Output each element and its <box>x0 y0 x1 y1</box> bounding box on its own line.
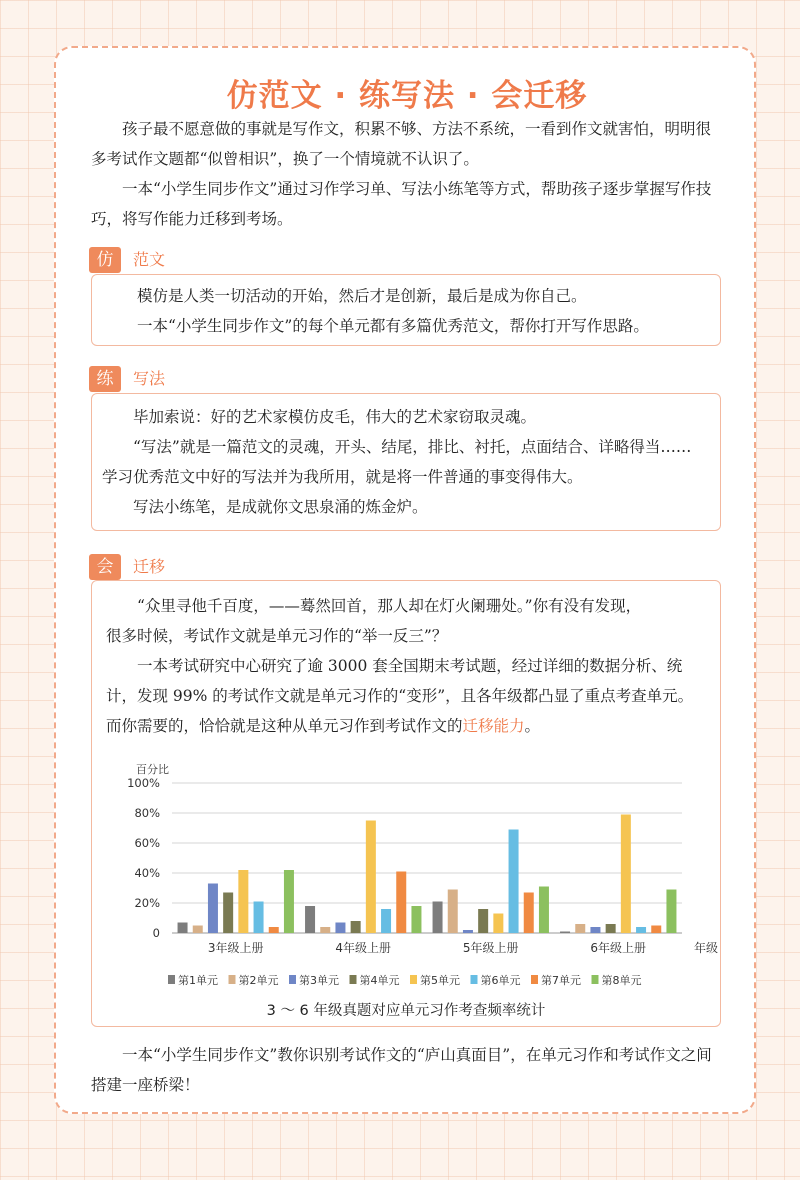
legend-swatch <box>229 975 236 984</box>
hui-line-5 <box>106 711 720 741</box>
lian-line-3: 学习优秀范文中好的写法并为我所用，就是将一件普通的事变得伟大。 <box>102 468 583 486</box>
chart-bar <box>539 887 549 934</box>
intro-paragraph-1: 孩子最不愿意做的事就是写作文，积累不够、方法不系统，一看到作文就害怕，明明很多考试作文题都“似曾相识”，换了一个情境就不认识了。 <box>91 120 712 168</box>
chart-bar <box>238 870 248 933</box>
chart-title: 3 ～ 6 年级真题对应单元习作考查频率统计 <box>266 1003 546 1019</box>
hui-line-1: “众里寻他千百度，——蓦然回首，那人却在灯火阑珊处。”你有没有发现， <box>137 597 642 615</box>
legend-swatch <box>592 975 599 984</box>
chart-bar <box>606 924 616 933</box>
chart-bar <box>254 902 264 934</box>
legend-swatch <box>410 975 417 984</box>
legend-label: 第2单元 <box>238 974 279 987</box>
chart-bar <box>666 890 676 934</box>
chart-bar <box>590 927 600 933</box>
section-badge-lian: 练 <box>89 366 121 392</box>
chart-bar <box>463 930 473 933</box>
chart-bar <box>351 921 361 933</box>
legend-swatch <box>471 975 478 984</box>
y-tick-label: 60% <box>134 836 160 850</box>
y-tick-label: 40% <box>134 866 160 880</box>
chart-bar <box>651 926 661 934</box>
y-tick-label: 20% <box>134 896 160 910</box>
section-badge-hui: 会 <box>89 554 121 580</box>
chart-bar <box>411 906 421 933</box>
legend-swatch <box>168 975 175 984</box>
chart-bar <box>560 932 570 934</box>
hui-line-3: 一本考试研究中心研究了逾 3000 套全国期末考试题，经过详细的数据分析、统 <box>137 657 683 675</box>
legend-label: 第1单元 <box>178 974 218 987</box>
chart-bar <box>269 927 279 933</box>
legend-swatch <box>289 975 296 984</box>
chart-bar <box>575 924 585 933</box>
chart-bar <box>509 830 519 934</box>
x-tick-label: 5年级上册 <box>462 941 519 955</box>
highlight-transfer-ability: 迁移能力 <box>462 717 525 735</box>
section-title-fan: 范文 <box>133 250 166 269</box>
legend-label: 第8单元 <box>601 974 642 987</box>
y-tick-label: 100% <box>127 776 160 790</box>
hui-line-5-text: 而你需要的，恰恰就是这种从单元习作到考试作文的 <box>106 717 463 735</box>
legend-label: 第5单元 <box>420 974 460 987</box>
chart-bar <box>381 909 391 933</box>
lian-line-4: 写法小练笔，是成就你文思泉涌的炼金炉。 <box>133 498 428 516</box>
lian-line-2: “写法”就是一篇范文的灵魂，开头、结尾，排比、衬托，点面结合、详略得当…… <box>133 438 692 456</box>
chart-bar <box>208 884 218 934</box>
content-card <box>54 46 756 1114</box>
hui-line-5-end: 。 <box>524 717 541 735</box>
bar-chart <box>92 748 720 1026</box>
legend-label: 第7单元 <box>541 974 581 987</box>
legend-swatch <box>350 975 357 984</box>
chart-bar <box>493 914 503 934</box>
chart-bar <box>223 893 233 934</box>
hui-line-4: 计，发现 99% 的考试作文就是单元习作的“变形”，且各年级都凸显了重点考查单元。 <box>106 687 694 705</box>
hui-line-2: 很多时候，考试作文就是单元习作的“举一反三”？ <box>106 627 448 645</box>
chart-bar <box>636 927 646 933</box>
y-tick-label: 80% <box>134 806 160 820</box>
chart-bar <box>433 902 443 934</box>
fan-line-1: 模仿是人类一切活动的开始，然后才是创新，最后是成为你自己。 <box>137 287 587 305</box>
y-axis-label: 百分比 <box>136 763 169 776</box>
conclusion-paragraph: 一本“小学生同步作文”教你识别考试作文的“庐山真面目”，在单元习作和考试作文之间搭建一座桥梁！ <box>91 1046 712 1094</box>
chart-bar <box>284 870 294 933</box>
chart-bar <box>320 927 330 933</box>
fan-line-2: 一本“小学生同步作文”的每个单元都有多篇优秀范文，帮你打开写作思路。 <box>137 317 649 335</box>
page-title: 仿范文 · 练写法 · 会迁移 <box>226 78 588 114</box>
lian-line-1: 毕加索说：好的艺术家模仿皮毛，伟大的艺术家窃取灵魂。 <box>133 408 537 426</box>
chart-bar <box>448 890 458 934</box>
x-tick-label: 6年级上册 <box>590 941 647 955</box>
chart-bar <box>524 893 534 934</box>
chart-bar <box>396 872 406 934</box>
section-box-fan <box>91 274 721 346</box>
x-tick-label: 4年级上册 <box>335 941 392 955</box>
legend-label: 第3单元 <box>299 974 339 987</box>
chart-bar <box>178 923 188 934</box>
section-title-hui: 迁移 <box>133 557 166 576</box>
chart-bar <box>193 926 203 934</box>
intro-paragraph-2: 一本“小学生同步作文”通过习作学习单、写法小练笔等方式，帮助孩子逐步掌握写作技巧，将写作能力迁移到考场。 <box>91 180 712 228</box>
y-tick-label: 0 <box>152 926 160 940</box>
chart-bar <box>335 923 345 934</box>
legend-swatch <box>531 975 538 984</box>
x-tick-label: 3年级上册 <box>207 941 264 955</box>
chart-bar <box>478 909 488 933</box>
x-axis-label: 年级 <box>693 941 718 955</box>
legend-label: 第6单元 <box>480 974 521 987</box>
section-title-lian: 写法 <box>133 369 166 388</box>
chart-bar <box>621 815 631 934</box>
chart-bar <box>366 821 376 934</box>
legend-label: 第4单元 <box>359 974 400 987</box>
section-box-lian <box>91 393 721 531</box>
chart-bar <box>305 906 315 933</box>
section-badge-fan: 仿 <box>89 247 121 273</box>
